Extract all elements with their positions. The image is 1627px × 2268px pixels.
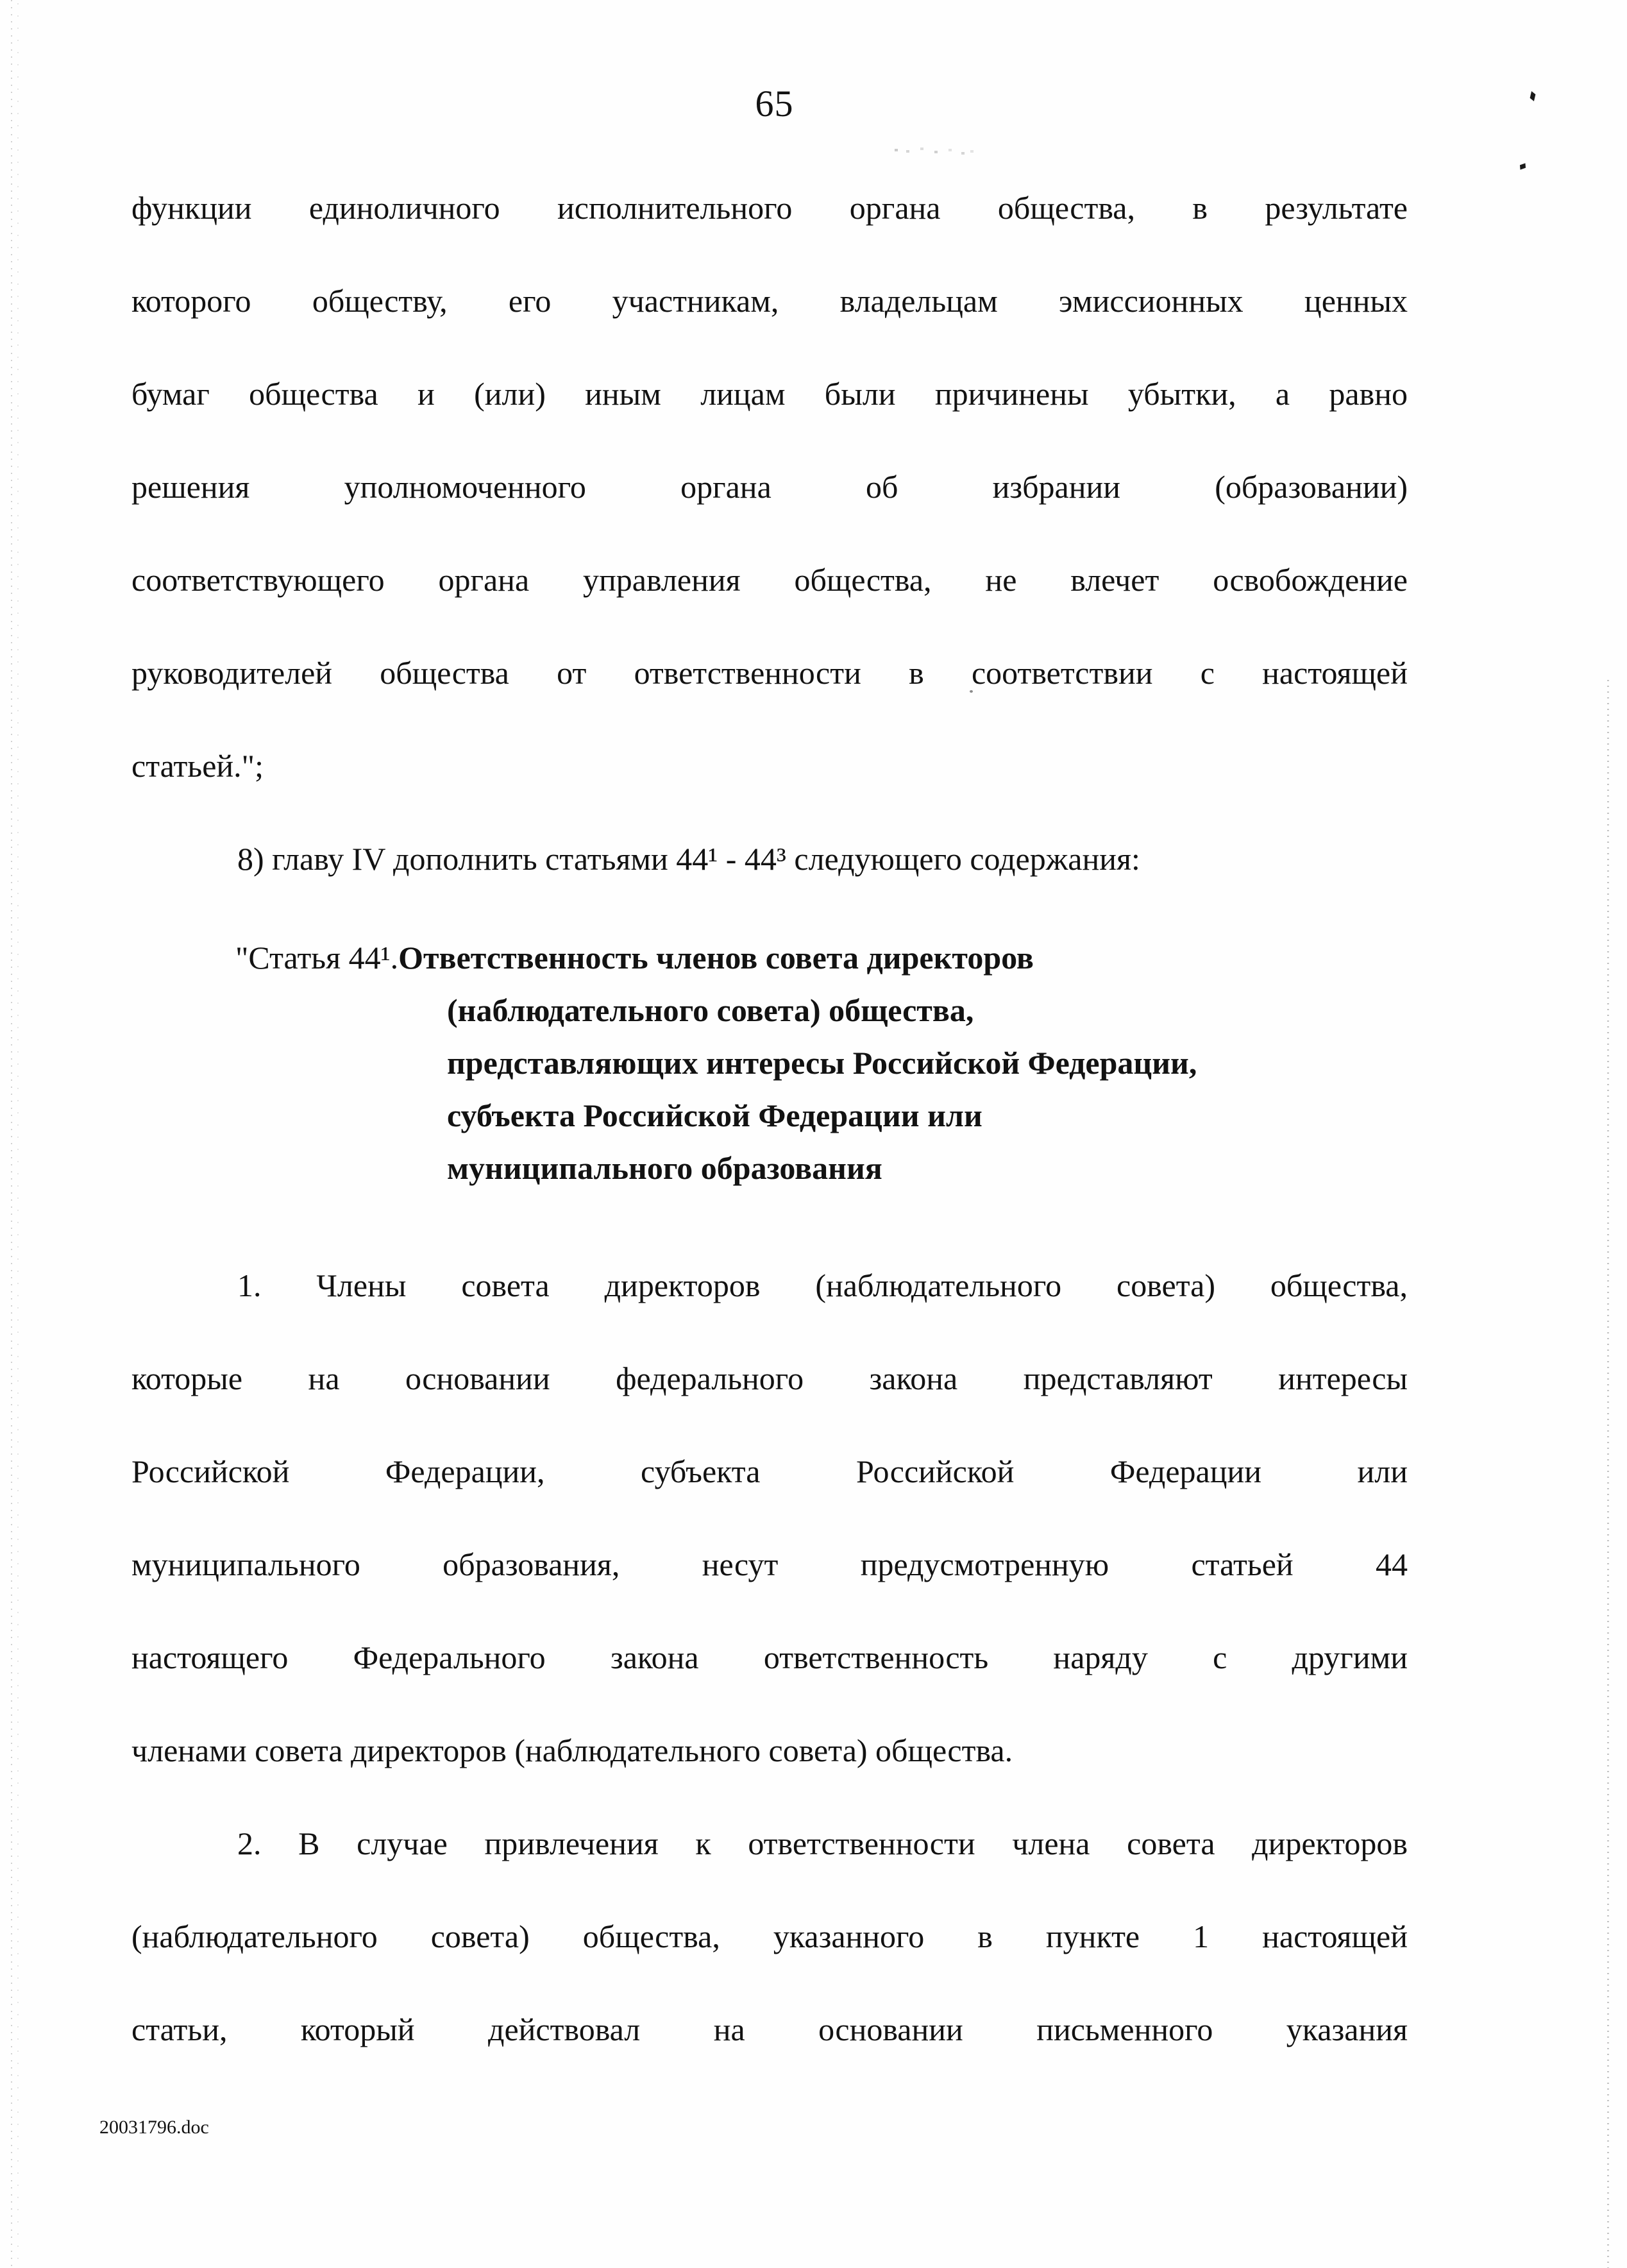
scan-mark-right [1520, 163, 1526, 169]
text-line: Российской Федерации, субъекта Российской Федерации или [131, 1453, 1408, 1489]
article-title-first-line: Ответственность членов совета директоров [398, 940, 1034, 976]
paragraph-2 [131, 1797, 1408, 2076]
scan-smudge [895, 149, 898, 151]
text-line: соответствующего органа управления общества, не влечет освобождение [131, 562, 1408, 598]
text-line: статьи, который действовал на основании письменного указания [131, 2011, 1408, 2047]
article-heading-first-line [235, 931, 1408, 984]
text-line: муниципального образования [447, 1150, 882, 1186]
item-8-line: 8) главу IV дополнить статьями 44¹ - 44³ следующего содержания: [237, 841, 1140, 877]
text-line: 1. Члены совета директоров (наблюдательного совета) общества, [237, 1267, 1408, 1303]
text-line: руководителей общества от ответственности в соответствии с настоящей [131, 655, 1408, 691]
scan-noise-left [6, 0, 23, 2268]
text-line: функции единоличного исполнительного органа общества, в результате [131, 190, 1408, 226]
text-line: которые на основании федерального закона представляют интересы [131, 1360, 1408, 1396]
text-line: (наблюдательного совета) общества, указанного в пункте 1 настоящей [131, 1918, 1408, 1954]
article-heading [131, 931, 1408, 1194]
text-line: 2. В случае привлечения к ответственности члена совета директоров [237, 1825, 1408, 1861]
footer-filename: 20031796.doc [99, 2117, 209, 2138]
article-number: "Статья 44¹. [235, 940, 399, 976]
page-number: 65 [755, 83, 794, 124]
article-title-continuation [447, 984, 1408, 1194]
text-line: (наблюдательного совета) общества, [447, 992, 974, 1028]
text-line: представляющих интересы Российской Федерации, [447, 1045, 1197, 1081]
text-line: настоящего Федерального закона ответственность наряду с другими [131, 1639, 1408, 1675]
text-line: членами совета директоров (наблюдательного совета) общества. [131, 1732, 1013, 1768]
text-line: бумаг общества и (или) иным лицам были причинены убытки, а равно [131, 376, 1408, 412]
text-line: решения уполномоченного органа об избрании (образовании) [131, 469, 1408, 505]
text-line: муниципального образования, несут предусмотренную статьей 44 [131, 1546, 1408, 1582]
continuation-paragraph [131, 162, 1408, 813]
text-line: статьей."; [131, 748, 264, 784]
text-line: которого обществу, его участникам, владельцам эмиссионных ценных [131, 283, 1408, 319]
text-line: субъекта Российской Федерации или [447, 1097, 982, 1133]
paragraph-1 [131, 1239, 1408, 1797]
scan-noise-right [1607, 680, 1609, 2268]
document-body [131, 162, 1408, 2076]
